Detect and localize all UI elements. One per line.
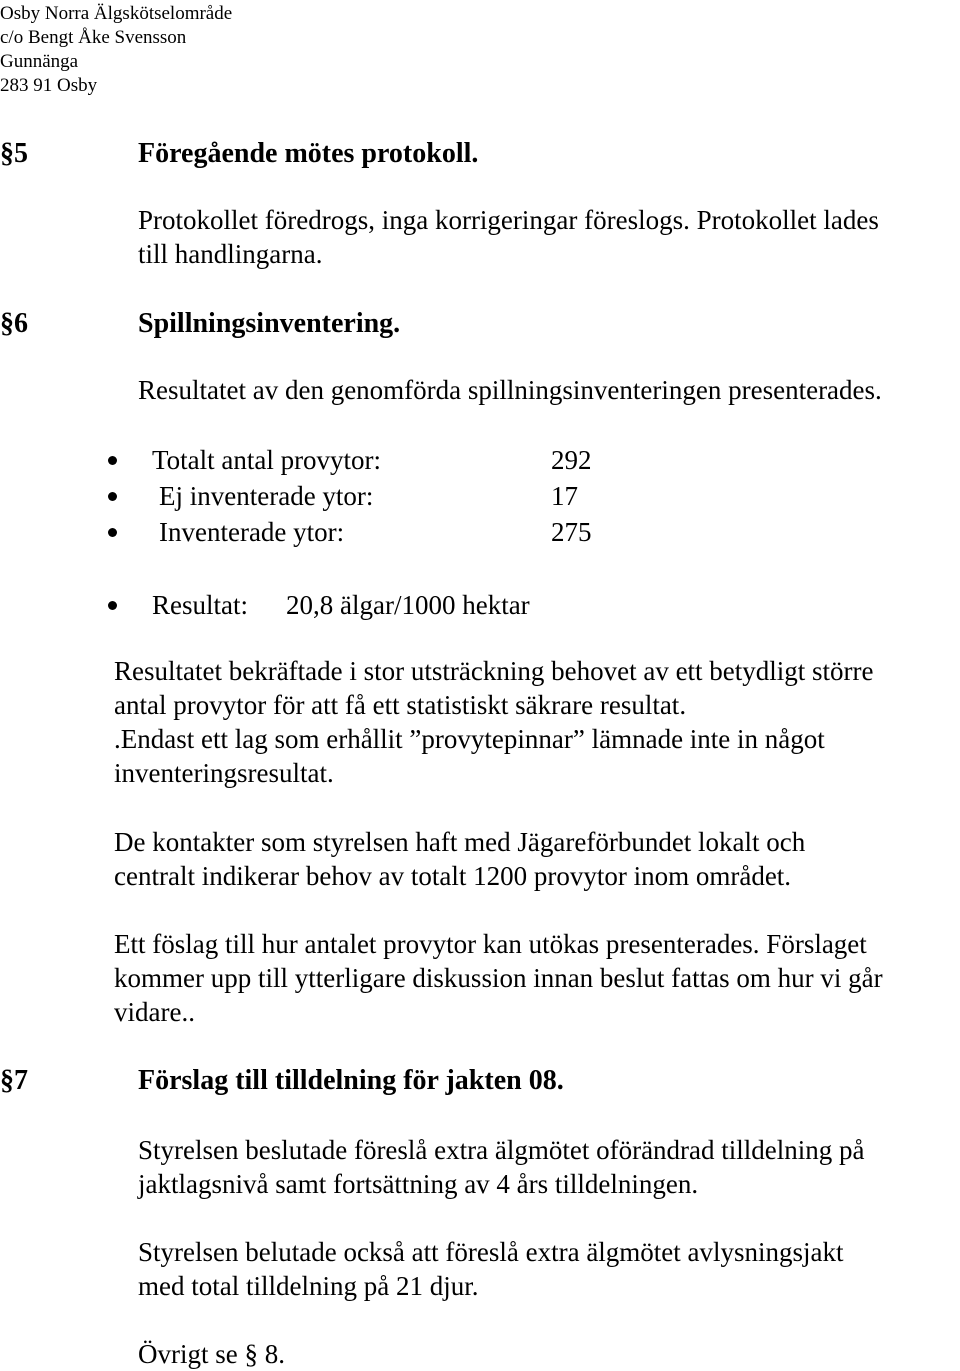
bullet-icon <box>108 456 117 465</box>
bullet-value: 292 <box>551 445 592 475</box>
other-note <box>138 1337 960 1371</box>
text-line: .Endast ett lag som erhållit ”provytepinnar” lämnade inte in något <box>114 724 825 754</box>
result-value: 20,8 älgar/1000 hektar <box>286 590 530 620</box>
section-number: §6 <box>0 308 28 339</box>
text-line: De kontakter som styrelsen haft med Jägareförbundet lokalt och <box>114 827 806 857</box>
section-7-paragraph-1 <box>138 1133 960 1201</box>
section-number: §5 <box>0 138 28 169</box>
bullet-item <box>108 479 808 513</box>
text-line: centralt indikerar behov av totalt 1200 provytor inom området. <box>114 861 792 891</box>
section-7-paragraph-2 <box>138 1235 960 1303</box>
section-6-intro <box>138 373 960 407</box>
text-line: med total tilldelning på 21 djur. <box>138 1271 479 1301</box>
result-label: Resultat: <box>152 590 248 620</box>
section-number: §7 <box>0 1065 28 1096</box>
text-line: Styrelsen beslutade föreslå extra älgmötet oförändrad tilldelning på <box>138 1135 865 1165</box>
section-6-paragraph-3 <box>114 927 944 1029</box>
text-line: till handlingarna. <box>138 239 323 269</box>
bullet-icon <box>108 601 117 610</box>
section-title: Spillningsinventering. <box>138 308 401 339</box>
bullet-label: Totalt antal provytor: <box>152 445 382 475</box>
bullet-value: 275 <box>551 517 592 547</box>
bullet-label: Inventerade ytor: <box>159 517 345 547</box>
bullet-icon <box>108 528 117 537</box>
text-line: antal provytor för att få ett statistiskt säkrare resultat. <box>114 690 687 720</box>
bullet-value: 17 <box>551 481 578 511</box>
text-line: Styrelsen belutade också att föreslå extra älgmötet avlysningsjakt <box>138 1237 844 1267</box>
section-5-body <box>138 203 960 271</box>
text-line: Resultatet bekräftade i stor utsträckning behovet av ett betydligt större <box>114 656 874 686</box>
organization-name: Osby Norra Älgskötselområde <box>0 3 233 24</box>
section-title: Föregående mötes protokoll. <box>138 138 479 169</box>
bullet-item <box>108 443 808 477</box>
bullet-label: Ej inventerade ytor: <box>159 481 374 511</box>
text-line: Ett föslag till hur antalet provytor kan utökas presenterades. Förslaget <box>114 929 867 959</box>
text-line: vidare.. <box>114 997 195 1027</box>
text-line: Protokollet föredrogs, inga korrigeringar föreslogs. Protokollet lades <box>138 205 879 235</box>
section-title: Förslag till tilldelning för jakten 08. <box>138 1065 564 1096</box>
section-6-paragraph-2 <box>114 825 944 893</box>
letterhead <box>0 2 232 98</box>
text-line: kommer upp till ytterligare diskussion innan beslut fattas om hur vi går <box>114 963 883 993</box>
contact-person: c/o Bengt Åke Svensson <box>0 27 187 48</box>
bullet-item <box>108 515 808 549</box>
section-6-paragraph-1 <box>114 654 944 790</box>
bullet-icon <box>108 492 117 501</box>
address-line: Gunnänga <box>0 51 79 72</box>
text-line: inventeringsresultat. <box>114 758 334 788</box>
text-line: Resultatet av den genomförda spillningsinventeringen presenterades. <box>138 375 882 405</box>
text-line: jaktlagsnivå samt fortsättning av 4 års tilldelningen. <box>138 1169 699 1199</box>
postal-address: 283 91 Osby <box>0 75 98 96</box>
result-bullet <box>108 588 808 622</box>
text-line: Övrigt se § 8. <box>138 1339 285 1369</box>
